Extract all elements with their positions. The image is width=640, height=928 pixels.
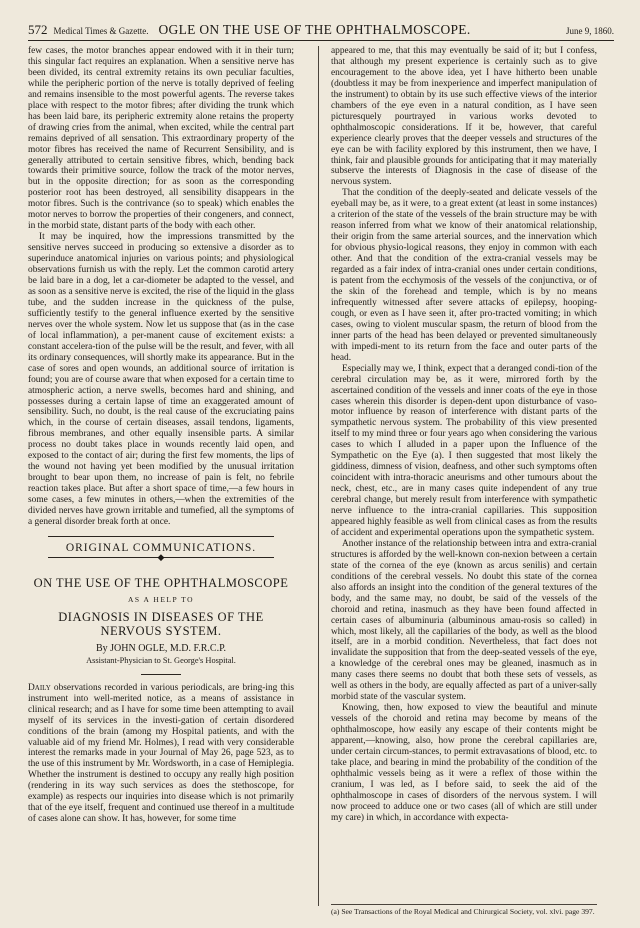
page-number: 572 [28, 22, 48, 37]
paragraph: Another instance of the relationship between intra and extra-cranial structures is afforded by the well-known con-nexion between a certain state of the cornea of the eye (known as arcus senilis) and certain conditions of the cerebral vessels. No doubt this state of the cornea also affords an insight into the condition of the general textures of the body, and the same may, no doubt, be said of the vessels of the choroid and retina, inasmuch as they have been found affected in certain cases of albuminuria (albuminous amau-rosis so called) in which, most likely, all the capillaries of the body, as well as the blood itself, are in a morbid condition. Nevertheless, that fact does not invalidate the supposition that from the deep-seated vessels of the eye, a knowledge of the cerebral ones may be gleaned, inasmuch as in many cases there seems no doubt that both these sets of vessels, as well as others in the body, are equally affected as part of a univer-sally morbid state of the vascular system. [331, 538, 597, 703]
journal-name: Medical Times & Gazette. [53, 26, 149, 36]
article-first-paragraph-text: observations recorded in various periodicals, are bring-ing this instrument into well-merited notice, as a means of assistance in clinical research; and as I have for some time been attempting to avail myself of its services in the investi-gation of certain disordered conditions of the brain (among my Hospital patients, and with the valuable aid of my friend Mr. Holmes), I read with very considerable interest the remarks made in your Journal of May 26, page 523, as to the use of this instrument by Mr. Wordsworth, in a case of Hemiplegia. Whether the instrument is destined to occupy any really high position (rendering in its way such services as does the stethoscope, for example) as respects our inquiries into disease which is not primarily that of the eye itself, frequent and continued use thereof in a multitude of cases alone can show. It has, however, for some time [28, 682, 294, 825]
article-title-line3: NERVOUS SYSTEM. [100, 623, 222, 638]
section-rule-top [48, 536, 274, 537]
right-column [331, 46, 597, 906]
footnote: (a) See Transactions of the Royal Medical and Chirurgical Society, vol. xlvi. page 397. [331, 904, 597, 916]
paragraph: That the condition of the deeply-seated and delicate vessels of the eyeball may be, as it were, to a great extent (at least in some instances) a criterion of the state of the vessels of the brain structure may be with reason inferred from what we know of their anatomical relationship, their origin from the same arterial sources, and the innervation which for obvious physio-logical reasons, they enjoy in common with each other. And that the condition of the extra-cranial vessels may be regarded as a fair index of intra-cranial ones under certain conditions, is patent from the ecchymosis of the vessels of the conjunctiva, or of the skin of the forehead and temple, which is by no means infrequently witnessed after severe attacks of epilepsy, hooping-cough, or even as I have seen it, after pro-tracted vomiting; in which cases, owing to violent muscular spasm, the return of blood from the inner parts of the head has been delayed or prevented simultaneously with impedi-ment to its return from the face and outer parts of the head. [331, 188, 597, 363]
running-title: OGLE ON THE USE OF THE OPHTHALMOSCOPE. [158, 22, 471, 37]
author-affiliation: Assistant-Physician to St. George's Hospital. [86, 655, 236, 665]
diamond-ornament-icon: ◆ [157, 551, 165, 562]
article-first-paragraph [28, 683, 294, 825]
article-subtitle: AS A HELP TO [128, 594, 194, 604]
dropword: Daily [28, 682, 51, 693]
divider [141, 674, 181, 675]
section-heading: ORIGINAL COMMUNICATIONS. [65, 541, 257, 554]
header-rule [28, 40, 614, 41]
column-rule [318, 46, 319, 906]
paragraph: appeared to me, that this may eventually be said of it; but I confess, that although my present experience is certainly such as to give encouragement to the above idea, yet I have hitherto been unable (doubtless it may be from inexperience and imperfect manipulation of the instrument) to obtain by its use such effective views of the interior chambers of the eye even in a natural condition, as I have seen picturesquely pourtrayed in various works devoted to ophthalmoscopic considerations. If it be, however, that careful experience clearly proves that the deeper vessels and structures of the eye can be with facility explored by this instrument, then we have, I think, fair and plausible grounds for anticipating that it may materially subserve the interests of Diagnosis in the case of disease of the nervous system. [331, 46, 597, 188]
paragraph: few cases, the motor branches appear endowed with it in their turn; this singular fact requires an explanation. When a sensitive nerve has been divided, its central extremity retains its own peculiar faculties, while the peripheric portion of the nerve is totally deprived of feeling and remains insensible to the most powerful agents. The reverse takes place with respect to the motor fibres; after dividing the trunk which has been laid bare, its peripheric extremity alone retains the property of drawing cries from the animal, when excited, while the central part remains deprived of all sensation. This extraordinary property of the motor fibres has received the name of Recurrent Sensibility, and is generally attributed to certain sensitive fibres, which, bending back towards their primitive source, follow the track of the motor nerves, but in the opposite direction; for as soon as the corresponding posterior root has been destroyed, all sensibility disappears in the motor fibres. Such is the contrivance (so to speak) which enables the motor nerves to borrow the properties of their congeners, and connect, in the morbid state, distant parts of the body with each other. [28, 46, 294, 232]
paragraph: It may be inquired, how the impressions transmitted by the sensitive nerves succeed in producing so extensive a disorder as to superinduce anatomical injuries on various points; and physiological observations furnish us with the reply. Let the common carotid artery be laid bare in a dog, let a car-diometer be adapted to the vessel, and as soon as a sensitive nerve is excited, the rise of the liquid in the glass tube, and the sudden increase in the quickness of the pulse, sufficiently testify to the general influence exerted by the sensitive nerves over the whole system. Now let us suppose that (as in the case of local inflammation), a per-manent cause of excitement exists: a constant accelera-tion of the pulse will be the result, and fever, with all its ordinary consequences, will shortly make its appearance. But in the case of sores and open wounds, an additional source of irritation is found; you are of course aware that when exposed for a certain time to atmospheric action, a nerve swells, becomes hard and shining, and possesses during a certain lapse of time an exaggerated amount of sensibility. Such, no doubt, is the real cause of the excruciating pains which, in the course of certain diseases, assail tendons, ligaments, fibrous membranes, and other equally insensible parts. A similar process no doubt takes place in wounds recently laid open, and exposed to the contact of air; during the first few moments, the lips of the wound not having yet been modified by the unusual irritation brought to bear upon them, no increase of pain is felt, no febrile reaction takes place. But after a short space of time,—a few hours in some cases, a few minutes in others,—when the extremities of the divided nerves have grown irritable and tumefied, all the symptoms of a general disorder break forth at once. [28, 232, 294, 527]
article-title-line2: DIAGNOSIS IN DISEASES OF THE [58, 609, 264, 624]
left-column [28, 46, 294, 902]
paragraph: Especially may we, I think, expect that a deranged condi-tion of the cerebral circulation may be, as it were, mirrored forth by the ascertained condition of the vessels and inner coats of the eye in those cases wherein this disorder is depen-dent upon disturbance of vaso-motor influence by reason of interference with distant parts of the sympathetic nervous system. The probability of this view presented itself to my mind three or four years ago when considering the various cases to which I alluded in a paper upon the Influence of the Sympathetic on the Eye (a). I then suggested that most likely the giddiness, dimness of vision, deafness, and other such symptoms often coincident with intra-thoracic aneurisms and other tumours about the neck, chest, etc., are in many cases quite independent of any true cerebral change, but merely result from interference with sympathetic nerve influence to the intra-cranial capillaries. This supposition appeared highly feasible as well from clinical cases as from the results of accident and experimental operations upon the sympathetic system. [331, 363, 597, 538]
paragraph: Knowing, then, how exposed to view the beautiful and minute vessels of the choroid and retina may become by means of the ophthalmoscope, how easily any escape of their contents might be apparent,—knowing, also, how prone the cerebral capillaries are, under certain circum-stances, to permit extravasations of blood, etc. to take place, and bearing in mind the probability of the condition of the ophthalmic vessels being as it were a reflex of those within the cranium, I was led, as I before said, to seek the aid of the ophthalmoscope in cases of disorders of the nervous system. I will now proceed to adduce one or two cases (all of which are still under my care) in which, in accordance with expecta- [331, 703, 597, 823]
article-title: ON THE USE OF THE OPHTHALMOSCOPE [33, 575, 289, 590]
page-header [28, 22, 614, 40]
issue-date: June 9, 1860. [566, 26, 614, 36]
author-byline: By JOHN OGLE, M.D. F.R.C.P. [95, 642, 227, 654]
